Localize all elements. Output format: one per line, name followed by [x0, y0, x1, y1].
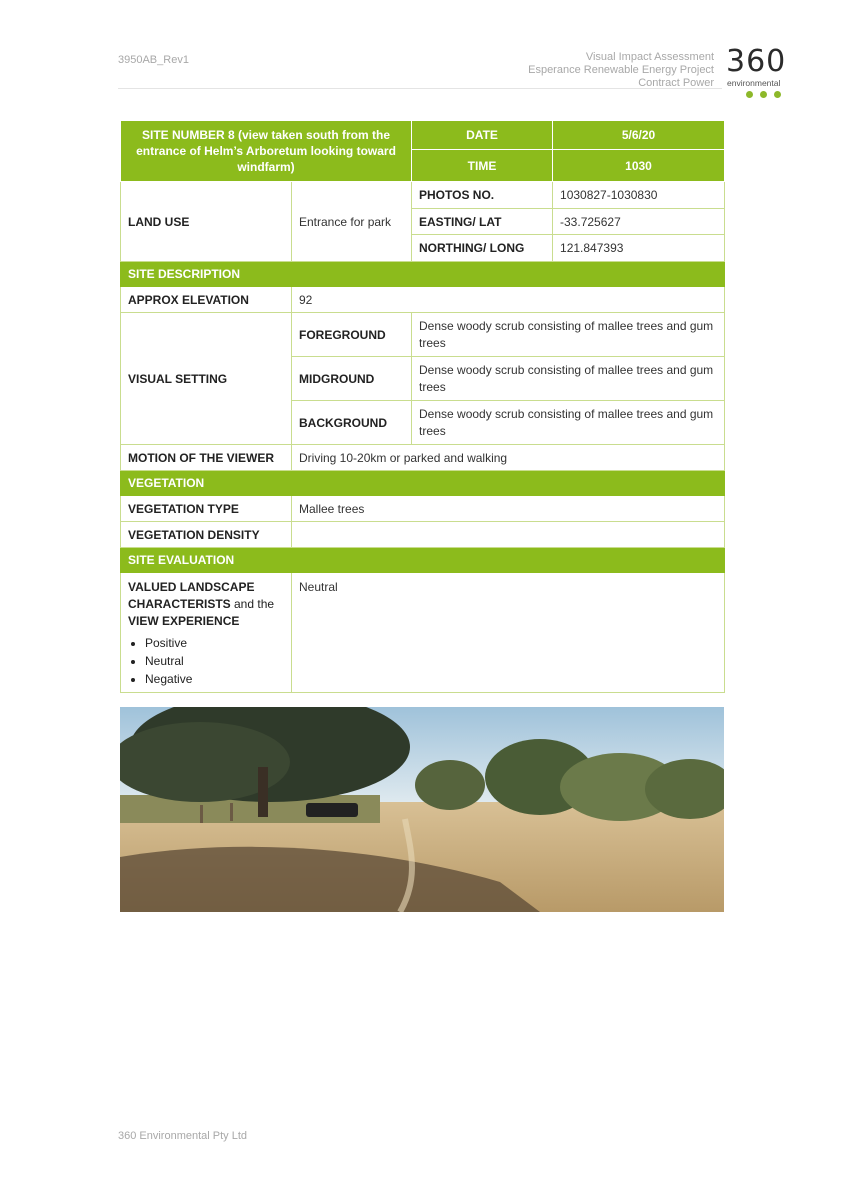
site-title: SITE NUMBER 8 (view taken south from the entrance of Helm’s Arboretum looking toward windfarm) — [121, 121, 412, 182]
header-line-client: Contract Power — [638, 77, 714, 89]
valued-landscape-and: and the — [230, 597, 275, 611]
motion-label: MOTION OF THE VIEWER — [121, 445, 292, 471]
midground-value: Dense woody scrub consisting of mallee trees and gum trees — [412, 357, 725, 401]
evaluation-options — [128, 634, 284, 688]
land-use-value: Entrance for park — [292, 182, 412, 262]
vegetation-type-value: Mallee trees — [292, 496, 725, 522]
footer-company: 360 Environmental Pty Ltd — [118, 1130, 248, 1142]
time-label: TIME — [412, 150, 553, 182]
header-project-info — [528, 51, 714, 90]
foreground-value: Dense woody scrub consisting of mallee trees and gum trees — [412, 313, 725, 357]
northing-value: 121.847393 — [553, 235, 725, 262]
elevation-value: 92 — [292, 287, 725, 313]
site-description-heading: SITE DESCRIPTION — [121, 262, 725, 287]
logo-word: environmental — [727, 78, 781, 88]
logo-number: 360 — [726, 44, 787, 79]
northing-label: NORTHING/ LONG — [412, 235, 553, 262]
valued-landscape-label — [121, 573, 292, 693]
easting-label: EASTING/ LAT — [412, 209, 553, 235]
foreground-label: FOREGROUND — [292, 313, 412, 357]
elevation-label: APPROX ELEVATION — [121, 287, 292, 313]
site-assessment-table — [120, 120, 725, 693]
evaluation-option: • Positive — [145, 634, 284, 652]
easting-value: -33.725627 — [553, 209, 725, 235]
vegetation-density-value — [292, 522, 725, 548]
header-divider — [118, 88, 722, 89]
vegetation-density-label: VEGETATION DENSITY — [121, 522, 292, 548]
site-photo — [120, 707, 724, 912]
site-evaluation-heading: SITE EVALUATION — [121, 548, 725, 573]
vegetation-heading: VEGETATION — [121, 471, 725, 496]
valued-landscape-title: VALUED LANDSCAPE CHARACTERISTS — [128, 580, 255, 611]
background-label: BACKGROUND — [292, 401, 412, 445]
time-value: 1030 — [553, 150, 725, 182]
evaluation-option: • Negative — [145, 670, 284, 688]
photos-value: 1030827-1030830 — [553, 182, 725, 209]
land-use-label: LAND USE — [121, 182, 292, 262]
vegetation-type-label: VEGETATION TYPE — [121, 496, 292, 522]
evaluation-option: • Neutral — [145, 652, 284, 670]
midground-label: MIDGROUND — [292, 357, 412, 401]
company-logo — [726, 44, 806, 98]
evaluation-value: Neutral — [292, 573, 725, 693]
header-line-report: Visual Impact Assessment — [585, 51, 714, 63]
view-experience-title: VIEW EXPERIENCE — [128, 614, 240, 628]
motion-value: Driving 10-20km or parked and walking — [292, 445, 725, 471]
header-line-project: Esperance Renewable Energy Project — [528, 64, 714, 76]
date-label: DATE — [412, 121, 553, 150]
background-value: Dense woody scrub consisting of mallee trees and gum trees — [412, 401, 725, 445]
photos-label: PHOTOS NO. — [412, 182, 553, 209]
date-value: 5/6/20 — [553, 121, 725, 150]
visual-setting-label: VISUAL SETTING — [121, 313, 292, 445]
logo-dots — [746, 91, 806, 98]
document-reference: 3950AB_Rev1 — [118, 54, 189, 66]
